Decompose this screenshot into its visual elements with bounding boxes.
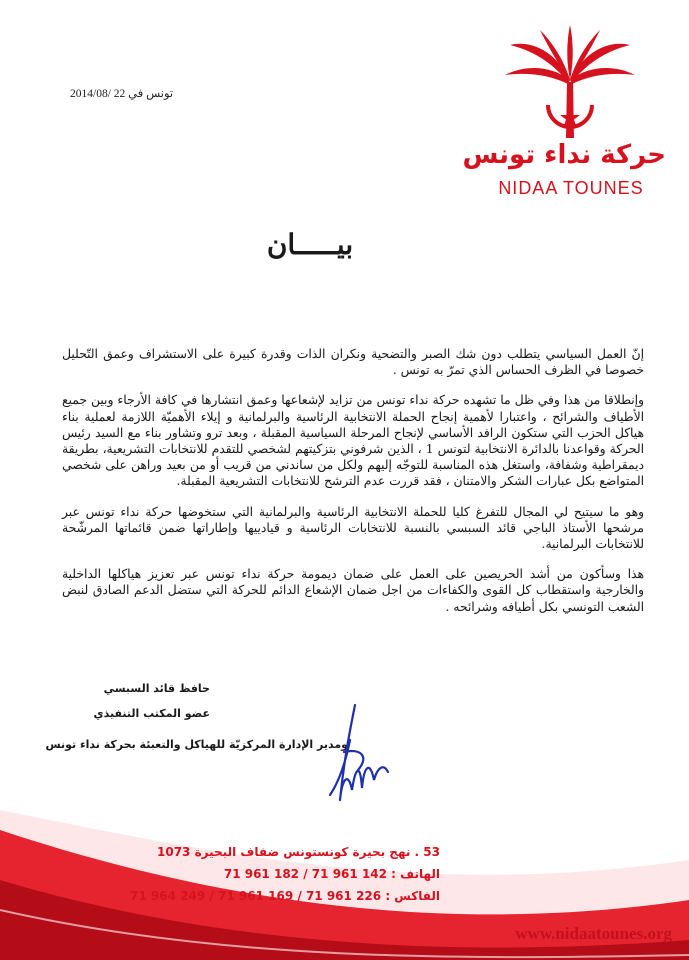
body-paragraph: إنّ العمل السياسي يتطلب دون شك الصبر والتضحية ونكران الذات وقدرة كبيرة على الاستشراف وعمق التّحليل خصوصا في الظرف الحساس الذي تمرّ به تونس . <box>62 347 644 378</box>
body-paragraph: وهو ما سيتيح لي المجال للتفرغ كليا للحملة الانتخابية الرئاسية والبرلمانية التي ستخوضها حركة نداء تونس عبر مرشحها الأستاذ الباجي قائد السبسي بالنسبة للانتخابات الرئاسية و قيادييها وإطاراتها ضمن قائماتها المرشّحة للانتخابات البرلمانية. <box>62 504 644 552</box>
signatory-name: حافظ قائد السبسي <box>103 682 210 695</box>
statement-body <box>62 346 644 629</box>
footer-fax: الفاكس : 226 961 71 / 169 961 71 / 249 964 71 <box>130 889 440 903</box>
logo-latin-wordmark: NIDAA TOUNES <box>498 178 644 198</box>
body-paragraph: هذا وسأكون من أشد الحريصين على العمل على ضمان ديمومة حركة نداء تونس عبر تعزيز هياكلها الداخلية والخارجية واستقطاب كل القوى والكفاءات من اجل ضمان الإشعاع الدائم للحركة التي ستضل الدعم الصادق لنبض الشعب التونسي بكل أطيافه وشرائحه . <box>62 567 644 614</box>
letter-date: تونس في 22 /2014/08 <box>70 88 174 100</box>
footer-website-link[interactable]: www.nidaatounes.org <box>515 924 672 943</box>
document-title: بيـــــان <box>266 228 354 261</box>
footer-address: 53 . نهج بحيرة كونستونس ضفاف البحيرة 1073 <box>157 845 440 859</box>
signatory-role-secondary: ومدير الإدارة المركزيّة للهياكل والتعبئة بحركة نداء تونس <box>45 738 348 751</box>
body-paragraph: وإنطلاقا من هذا وفي ظل ما تشهده حركة نداء تونس من تزايد لإشعاعها وعمق انتشارها في كافة الأرجاء وبين جميع الأطياف والشرائح ، واعتبارا لأهمية إنجاح الحملة الانتخابية الرئاسية والبرلمانية و إيلاء الأهميّة اللازمة لعملية بناء هياكل الحزب التي ستكون الرافد الأساسي لإنجاح المرحلة السياسية المقبلة ، وبعد ترو وتشاور بناء مع السيد رئيس الحركة وقواعدنا بالدائرة الانتخابية لتونس 1 ، الذين شرفوني بتزكيتهم لشخصي للتقدم للانتخابات التشريعية، بطريقة ديمقراطية وشفافة، واستغل هذه المناسبة للتوجّه إليهم ولكل من ساندني من قريب أو من بعيد وراهن على شخصي المتواضع بكل عبارات الشكر والامتنان ، فقد قررت عدم الترشح للانتخابات التشريعية المقبلة. <box>62 393 644 489</box>
footer-phone: الهاتف : 142 961 71 / 182 961 71 <box>223 867 440 881</box>
logo-arabic-wordmark: حركة نداء تونس <box>462 140 666 170</box>
signatory-role: عضو المكتب التنفيذي <box>93 707 210 720</box>
